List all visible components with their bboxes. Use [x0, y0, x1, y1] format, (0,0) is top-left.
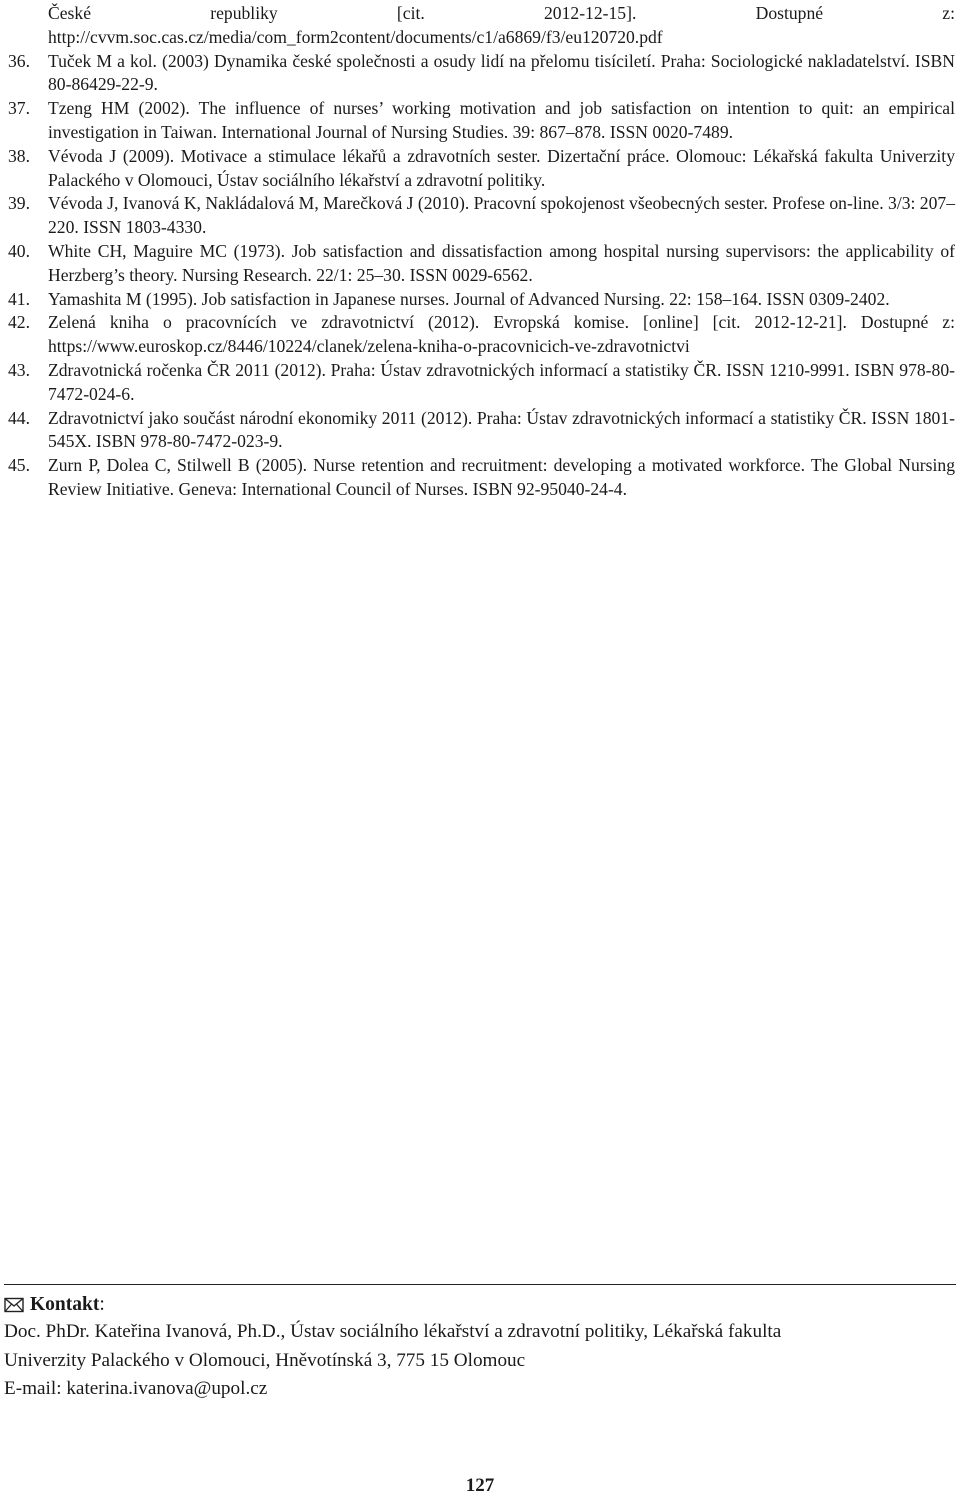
contact-details: [4, 1318, 956, 1404]
reference-item: [0, 311, 960, 359]
reference-text: Vévoda J (2009). Motivace a stimulace lékařů a zdravotních sester. Dizertační práce. Olomouc: Lékařská fakulta Univerzity Palackého v Olomouci, Ústav sociálního lékařství a zdravotní politiky.: [48, 145, 955, 190]
contact-label: Kontakt: [30, 1294, 100, 1315]
contact-label-suffix: :: [99, 1294, 105, 1315]
reference-text: Zelená kniha o pracovnících ve zdravotnictví (2012). Evropská komise. [online] [cit. 2012-12-21]. Dostupné z: https://www.euroskop.cz/8446/10224/clanek/zelena-kniha-o-pracovnicich-ve-zdravotnictvi: [48, 312, 955, 357]
contact-heading: [4, 1292, 105, 1318]
reference-item: [0, 97, 960, 145]
reference-text: Zdravotnictví jako součást národní ekonomiky 2011 (2012). Praha: Ústav zdravotnických informací a statistiky ČR. ISSN 1801-545X. ISBN 978-80-7472-023-9.: [48, 407, 955, 452]
reference-number: 36.: [8, 50, 30, 71]
reference-number: 40.: [8, 240, 30, 261]
reference-text: Zdravotnická ročenka ČR 2011 (2012). Praha: Ústav zdravotnických informací a statistiky ČR. ISSN 1210-9991. ISBN 978-80-7472-024-6.: [48, 359, 955, 404]
contact-divider: [4, 1284, 956, 1285]
reference-number: 41.: [8, 288, 30, 309]
reference-text: Tzeng HM (2002). The influence of nurses’ working motivation and job satisfaction on intention to quit: an empirical investigation in Taiwan. International Journal of Nursing Studies. 39: 867–878. ISSN 0020-7489.: [48, 98, 955, 142]
reference-text: Tuček M a kol. (2003) Dynamika české společnosti a osudy lidí na přelomu tisíciletí. Praha: Sociologické nakladatelství. ISBN 80-86429-22-9.: [48, 50, 955, 95]
reference-number: 38.: [8, 145, 30, 166]
reference-item: [0, 192, 960, 240]
envelope-icon: [4, 1297, 24, 1313]
reference-item: [0, 50, 960, 98]
reference-number: 43.: [8, 359, 30, 380]
contact-line-address: Univerzity Palackého v Olomouci, Hněvotínská 3, 775 15 Olomouc: [4, 1349, 526, 1371]
reference-number: 42.: [8, 312, 30, 333]
reference-number: 44.: [8, 407, 30, 428]
reference-number: 37.: [8, 98, 30, 119]
reference-item: [0, 407, 960, 455]
reference-item: [0, 2, 960, 50]
reference-item: [0, 288, 960, 312]
reference-number: 45.: [8, 455, 30, 476]
reference-text: White CH, Maguire MC (1973). Job satisfaction and dissatisfaction among hospital nursing supervisors: the applicability of Herzberg’s theory. Nursing Research. 22/1: 25–30. ISSN 0029-6562.: [48, 240, 955, 285]
reference-text: České republiky [cit. 2012-12-15]. Dostupné z: http://cvvm.soc.cas.cz/media/com_form2content/documents/c1/a6869/f3/eu120720.pdf: [48, 3, 955, 47]
contact-line-email: E-mail: katerina.ivanova@upol.cz: [4, 1378, 268, 1399]
reference-item: [0, 454, 960, 502]
reference-list: [0, 0, 960, 500]
page-number: 127: [465, 1475, 495, 1496]
contact-line-name: Doc. PhDr. Kateřina Ivanová, Ph.D., Ústav sociálního lékařství a zdravotní politiky, Lékařská fakulta: [4, 1321, 782, 1342]
reference-text: Zurn P, Dolea C, Stilwell B (2005). Nurse retention and recruitment: developing a motivated workforce. The Global Nursing Review Initiative. Geneva: International Council of Nurses. ISBN 92-95040-24-4.: [48, 455, 955, 499]
reference-item: [0, 359, 960, 407]
reference-text: Yamashita M (1995). Job satisfaction in Japanese nurses. Journal of Advanced Nursing. 22: 158–164. ISSN 0309-2402.: [48, 288, 890, 309]
reference-text: Vévoda J, Ivanová K, Nakládalová M, Marečková J (2010). Pracovní spokojenost všeobecných sester. Profese on-line. 3/3: 207–220. ISSN 1803-4330.: [48, 193, 955, 238]
reference-item: [0, 240, 960, 288]
reference-number: 39.: [8, 193, 30, 214]
reference-item: [0, 145, 960, 193]
